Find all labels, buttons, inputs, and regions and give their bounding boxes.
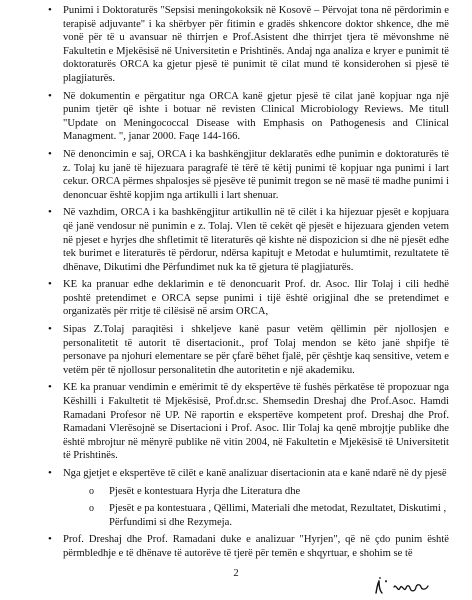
list-item: • Në vazhdim, ORCA i ka bashkëngjitur artikullin në të cilët i ka hijezuar pjesët e kopjuara që janë vendosur në punimin e z. Tolaj. Vlen të cekët që pjesët e hijezuara gjenden vetem në pjeset e hyrjes dhe shfletimit të literaturës që kishte në dispozicion si dhe në pjesët edhe tek burimet e literaturës të përdorur, ndërsa kapitujt e Metodat e hulumtimit, rezultatete të dhënave, Dikutimi dhe Përfundimet nuk ka të gjetura të plagjiaturës. (47, 206, 449, 274)
sub-list-item: o Pjesët e pa kontestuara , Qëllimi, Materiali dhe metodat, Rezultatet, Diskutimi , Përfundimi si dhe Rezymeja. (89, 502, 449, 529)
handwritten-signature-icon (372, 575, 432, 597)
list-item: • Prof. Dreshaj dhe Prof. Ramadani duke e analizuar "Hyrjen", që në çdo punim është përmbledhje e të dhënave të autorëve të tjerë për temën e shqyrtuar, e shohim se të (47, 533, 449, 560)
list-item: • Nga gjetjet e ekspertëve të cilët e kanë analizuar disertacionin ata e kanë ndarë në dy pjesë o Pjesët e kontestuara Hyrja dhe Literatura dhe o Pjesët e pa kontestuara , Qëllimi, Materiali dhe metodat, Rezultatet, Diskutimi , Përfundimi si dhe Rezymeja. (47, 467, 449, 529)
sub-list-item: o Pjesët e kontestuara Hyrja dhe Literatura dhe (89, 485, 449, 499)
list-item: • KE ka pranuar vendimin e emërimit të dy ekspertëve të fushës përkatëse të propozuar nga Këshilli i Fakultetit të Mjekësisë, Prof.dr.sc. Shemsedin Dreshaj dhe Prof.Asoc. Hamdi Ramadani Profesor në UP. Në raportin e ekspertëve kompetent prof. Dreshaj dhe Prof. Ramadani Vlerësojnë se Disertacioni i Prof. Asoc. Ilir Tolaj ka qenë mbrojtje publike dhe është mbrojtur në mënyrë publike në vitin 2004, në Fakultetin e Mjekësisë të Universitetit të Prishtinës. (47, 381, 449, 463)
page-number: 2 (233, 568, 239, 579)
list-item: • Në dokumentin e përgatitur nga ORCA kanë gjetur pjesë të cilat janë kopjuar nga një punim tjetër që ishte i botuar në revisten Clinical Microbiology Reviews. Me titull "Update on Meningococcal Disease with Emphasis on Pathogenesis and Clinical Managment. ", janar 2000. Faqe 144-166. (47, 90, 449, 144)
list-item: • Në denoncimin e saj, ORCA i ka bashkëngjitur deklaratës edhe punimin e doktoraturës të z. Tolaj ku janë të hijezuara paragrafë të tërë të këtij punimi të kopjuar nga punimi i lart cekur. ORCA përmes shpalosjes së pjesëve të punimit tregon se në masë të madhe punimi i denoncuar është kopjim nga artikulli i lart shenuar. (47, 148, 449, 202)
list-item: • Sipas Z.Tolaj paraqitësi i shkeljeve kanë pasur vetëm qëllimin për njollosjen e personalitetit të autorit të disertacionit., prof Tolaj mendon se këto janë shpifje të personave pa njohuri elementare se për çfarë bëhet fjalë, për çështje kaq sensitive, vetem e vetëm për të njollosur personalitetin dhe autoritetin e një akademiku. (47, 323, 449, 377)
bullet-list (47, 4, 449, 565)
list-item: • Punimi i Doktoraturës "Sepsisi meningokoksik në Kosovë – Përvojat tona në përdorimin e terapisë adjuvante" i ka shërbyer për fitimin e gradës shkencore doktor shkence, dhe më vonë për të u avansuar në thirrjen e Prof.Asistent dhe thirrjet tjera të mëvonshme në Fakultetin e Mjekësisë në Universitetin e Prishtinës. Andaj nga analiza e kryer e punimit të doktoraturës ORCA ka gjetur pjesë të punimit të cilat mund të konsiderohen si pjesë të plagjiaturës. (47, 4, 449, 86)
list-item: • KE ka pranuar edhe deklarimin e të denoncuarit Prof. dr. Asoc. Ilir Tolaj i cili hedhë poshtë pretendimet e ORCA sepse punimi i tijë është origjinal dhe se pretendimet e organizatës për rritje të cilësisë në arsim ORCA, (47, 278, 449, 319)
sub-list (63, 485, 449, 530)
